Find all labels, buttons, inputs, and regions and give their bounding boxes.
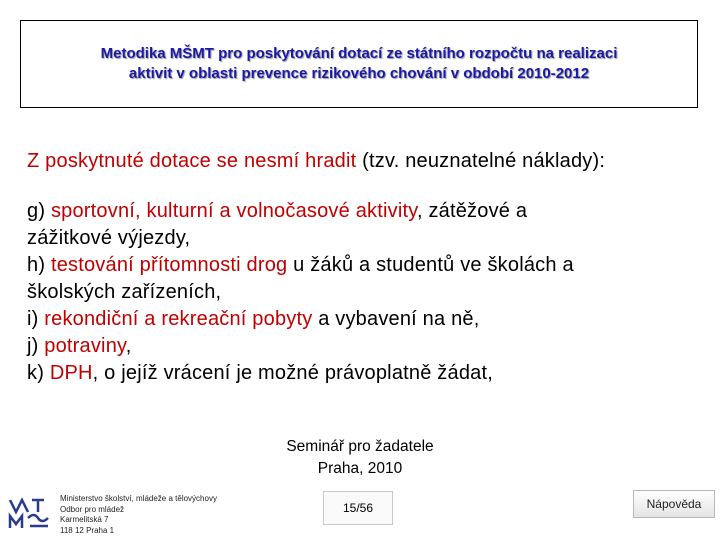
list-item-h [27, 252, 707, 306]
ministry-address [60, 494, 217, 536]
list-item-j [27, 333, 707, 360]
intro-rest: (tzv. neuznatelné náklady): [356, 150, 606, 172]
slide-title-box [20, 20, 698, 108]
intro-highlight: Z poskytnuté dotace se nesmí hradit [27, 150, 357, 172]
ministry-name: Ministerstvo školství, mládeže a tělovýchovy [60, 494, 217, 503]
item-rest: a vybavení na ně, [312, 308, 480, 330]
item-prefix: g) [27, 200, 51, 222]
list-item-g [27, 198, 707, 252]
seminar-line-2: Praha, 2010 [317, 460, 403, 477]
page-indicator: 15/56 [323, 491, 393, 525]
list-item-i [27, 306, 707, 333]
item-rest: , zátěžové a [416, 200, 528, 222]
msmt-logo-icon [8, 496, 52, 532]
intro-line [27, 148, 707, 175]
item-prefix: i) [27, 308, 45, 330]
slide-title-line-2: aktivit v oblasti prevence rizikového chování v období 2010-2012 [128, 65, 590, 82]
item-highlight: testování přítomnosti drog [50, 254, 288, 276]
item-prefix: j) [27, 335, 45, 357]
item-prefix: h) [27, 254, 51, 276]
footer-bar [0, 488, 720, 540]
item-prefix: k) [27, 362, 50, 384]
item-highlight: sportovní, kulturní a volnočasové aktivity [50, 200, 417, 222]
item-rest-2: školských zařízeních, [27, 281, 222, 303]
city-address: 118 12 Praha 1 [60, 525, 115, 535]
item-highlight: DPH [49, 362, 93, 384]
item-rest-2: zážitkové výjezdy, [27, 227, 191, 249]
street-address: Karmelitská 7 [60, 515, 109, 524]
seminar-line-1: Seminář pro žadatele [286, 438, 434, 455]
list-item-k [27, 360, 707, 387]
item-rest: u žáků a studentů ve školách a [287, 254, 574, 276]
slide-title-line-1: Metodika MŠMT pro poskytování dotací ze státního rozpočtu na realizaci [100, 45, 618, 62]
item-highlight: potraviny [44, 335, 126, 357]
slide-content [27, 148, 707, 387]
help-button[interactable]: Nápověda [633, 490, 715, 518]
item-rest: , [125, 335, 132, 357]
department-name: Odbor pro mládež [60, 504, 125, 514]
item-rest: , o jejíž vrácení je možné právoplatně žádat, [92, 362, 493, 384]
seminar-caption [0, 436, 720, 480]
item-highlight: rekondiční a rekreační pobyty [44, 308, 313, 330]
